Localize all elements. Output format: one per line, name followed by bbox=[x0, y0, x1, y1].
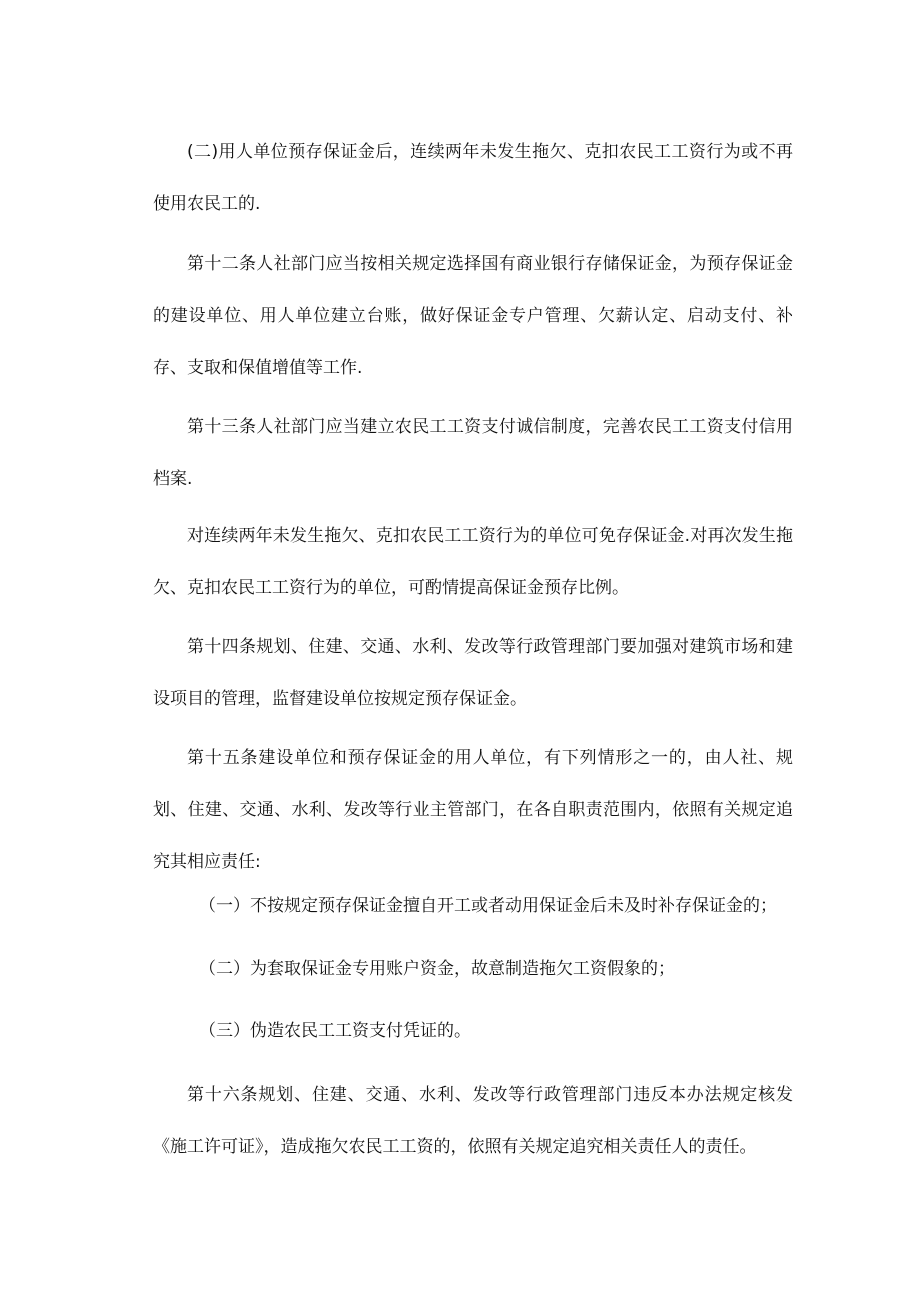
list-item-3: （三）伪造农民工工资支付凭证的。 bbox=[199, 1021, 471, 1041]
paragraph-exemption: 对连续两年未发生拖欠、克扣农民工工资行为的单位可免存保证金.对再次发生拖欠、克扣农民工工资行为的单位，可酌情提高保证金预存比例。 bbox=[153, 526, 793, 598]
paragraph-article-12: 第十二条人社部门应当按相关规定选择国有商业银行存储保证金，为预存保证金的建设单位、用人单位建立台账，做好保证金专户管理、欠薪认定、启动支付、补存、支取和保值增值等工作. bbox=[153, 254, 793, 378]
paragraph-article-16: 第十六条规划、住建、交通、水利、发改等行政管理部门违反本办法规定核发《施工许可证》，造成拖欠农民工工资的，依照有关规定追究相关责任人的责任。 bbox=[153, 1085, 793, 1157]
list-item-1: （一）不按规定预存保证金擅自开工或者动用保证金后未及时补存保证金的； bbox=[199, 896, 777, 916]
paragraph-article-14: 第十四条规划、住建、交通、水利、发改等行政管理部门要加强对建筑市场和建设项目的管理，监督建设单位按规定预存保证金。 bbox=[153, 637, 793, 709]
paragraph-clause-2: (二)用人单位预存保证金后，连续两年未发生拖欠、克扣农民工工资行为或不再使用农民工的. bbox=[153, 142, 793, 214]
paragraph-article-13: 第十三条人社部门应当建立农民工工资支付诚信制度，完善农民工工资支付信用档案. bbox=[153, 417, 793, 489]
list-item-2: （二）为套取保证金专用账户资金，故意制造拖欠工资假象的； bbox=[199, 959, 675, 979]
paragraph-article-15: 第十五条建设单位和预存保证金的用人单位，有下列情形之一的，由人社、规划、住建、交通、水利、发改等行业主管部门，在各自职责范围内，依照有关规定追究其相应责任: bbox=[153, 748, 793, 872]
